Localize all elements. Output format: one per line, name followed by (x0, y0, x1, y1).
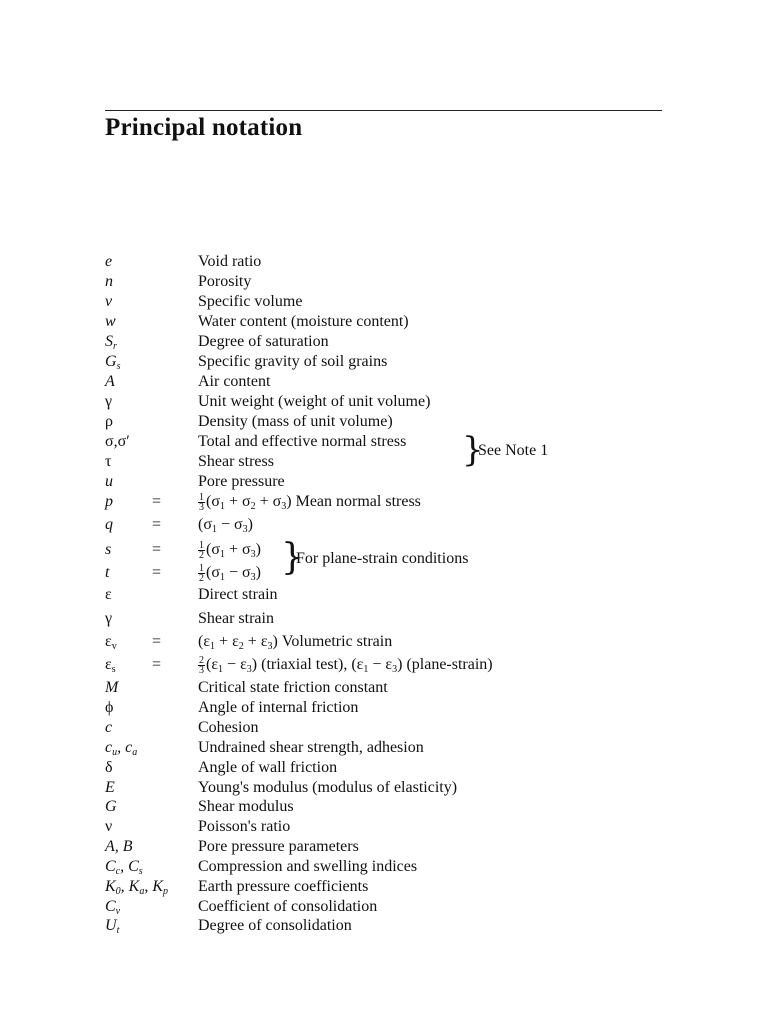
symbol: ν (105, 818, 113, 835)
description: $\frac{1}{3}$ $(\sigma_1 + \sigma_2 + \sigma_3)$ Mean normal stress (199, 491, 421, 513)
symbol: $\varepsilon_v$ (105, 633, 117, 652)
symbol: γ (105, 610, 113, 627)
description: Unit weight (weight of unit volume) (198, 393, 431, 410)
description: $\frac{2}{3}$ $(\varepsilon_1 - \varepsilon_3)$ (triaxial test), $(\varepsilon_1 - \varepsilon_3)$ (plane-strain) (199, 654, 493, 676)
equals-sign: = (152, 541, 162, 558)
symbol: γ (105, 393, 113, 410)
list-item (0, 857, 768, 877)
description: Total and effective normal stress (198, 433, 407, 450)
description: Poisson's ratio (198, 818, 291, 835)
description: Shear modulus (198, 798, 294, 815)
list-item (0, 252, 768, 272)
list-item (0, 332, 768, 352)
list-item (0, 472, 768, 492)
symbol: ρ (105, 413, 113, 430)
list-item (0, 916, 768, 936)
symbol: τ (105, 453, 112, 470)
description: Pore pressure parameters (198, 838, 359, 855)
description: Compression and swelling indices (198, 858, 418, 875)
list-item (0, 312, 768, 332)
list-item (0, 292, 768, 312)
description: Shear stress (198, 453, 274, 470)
symbol: $C_c$, $C_s$ (105, 858, 143, 877)
list-item (0, 492, 768, 512)
symbol: σ,σ′ (105, 433, 130, 450)
symbol: A (105, 373, 115, 390)
description: Angle of internal friction (198, 699, 359, 716)
list-item (0, 817, 768, 837)
symbol: u (105, 473, 113, 490)
description: $(\sigma_1 - \sigma_3)$ (198, 516, 253, 535)
equals-sign: = (152, 633, 162, 650)
description: Degree of saturation (198, 333, 329, 350)
equals-sign: = (152, 564, 162, 581)
symbol: c (105, 719, 113, 736)
list-item (0, 877, 768, 897)
list-item (0, 738, 768, 758)
description: Young's modulus (modulus of elasticity) (198, 779, 458, 796)
list-item (0, 352, 768, 372)
equals-sign: = (152, 516, 162, 533)
symbol: $U_t$ (105, 917, 120, 936)
description: $\frac{1}{2}$ $(\sigma_1 - \sigma_3)$ (199, 562, 261, 584)
list-item (0, 609, 768, 629)
symbol: s (105, 541, 112, 558)
description: Water content (moisture content) (198, 313, 409, 330)
symbol: w (105, 313, 116, 330)
symbol: $c_u$, $c_a$ (105, 739, 138, 758)
list-item (0, 372, 768, 392)
list-item (0, 632, 768, 652)
list-item (0, 678, 768, 698)
list-item (0, 392, 768, 412)
symbol: $K_0$, $K_a$, $K_p$ (105, 878, 169, 897)
symbol: $G_s$ (105, 353, 121, 372)
description: Shear strain (198, 610, 274, 627)
description: Specific gravity of soil grains (198, 353, 388, 370)
equals-sign: = (152, 493, 162, 510)
top-rule (105, 110, 662, 111)
description: $\frac{1}{2}$ $(\sigma_1 + \sigma_3)$ (199, 539, 261, 561)
plane-strain-label: For plane-strain conditions (296, 550, 469, 567)
list-item (0, 585, 768, 605)
list-item (0, 432, 768, 452)
list-item (0, 797, 768, 817)
symbol: $S_r$ (105, 333, 117, 352)
description: Coefficient of consolidation (198, 898, 378, 915)
symbol: v (105, 293, 113, 310)
symbol: ϕ (105, 699, 114, 716)
description: Void ratio (198, 253, 262, 270)
description: Critical state friction constant (198, 679, 388, 696)
list-item (0, 758, 768, 778)
list-item (0, 837, 768, 857)
list-item (0, 515, 768, 535)
see-note-label: See Note 1 (478, 442, 549, 459)
list-item (0, 412, 768, 432)
description: Direct strain (198, 586, 278, 603)
description: Earth pressure coefficients (198, 878, 369, 895)
list-item (0, 272, 768, 292)
description: Undrained shear strength, adhesion (198, 739, 424, 756)
list-item (0, 698, 768, 718)
page-title: Principal notation (105, 114, 303, 141)
description: Specific volume (198, 293, 303, 310)
symbol: n (105, 273, 113, 290)
symbol: M (105, 679, 119, 696)
description: Air content (198, 373, 271, 390)
symbol: $C_v$ (105, 898, 121, 917)
symbol: ε (105, 586, 112, 603)
symbol: e (105, 253, 113, 270)
symbol: q (105, 516, 113, 533)
symbol: δ (105, 759, 113, 776)
equals-sign: = (152, 656, 162, 673)
description: Density (mass of unit volume) (198, 413, 393, 430)
description: Degree of consolidation (198, 917, 352, 934)
symbol: E (105, 779, 115, 796)
list-item (0, 897, 768, 917)
list-item (0, 718, 768, 738)
description: Angle of wall friction (198, 759, 338, 776)
right-brace-icon: } (281, 537, 304, 578)
symbol: G (105, 798, 117, 815)
description: $(\varepsilon_1 + \varepsilon_2 + \varepsilon_3)$ Volumetric strain (198, 633, 393, 652)
description: Cohesion (198, 719, 259, 736)
list-item (0, 655, 768, 675)
symbol: t (105, 564, 110, 581)
list-item (0, 778, 768, 798)
description: Pore pressure (198, 473, 285, 490)
symbol: p (105, 493, 113, 510)
symbol: A, B (105, 838, 133, 855)
list-item (0, 452, 768, 472)
symbol: $\varepsilon_s$ (105, 656, 116, 675)
right-brace-icon: } (462, 430, 484, 470)
description: Porosity (198, 273, 252, 290)
